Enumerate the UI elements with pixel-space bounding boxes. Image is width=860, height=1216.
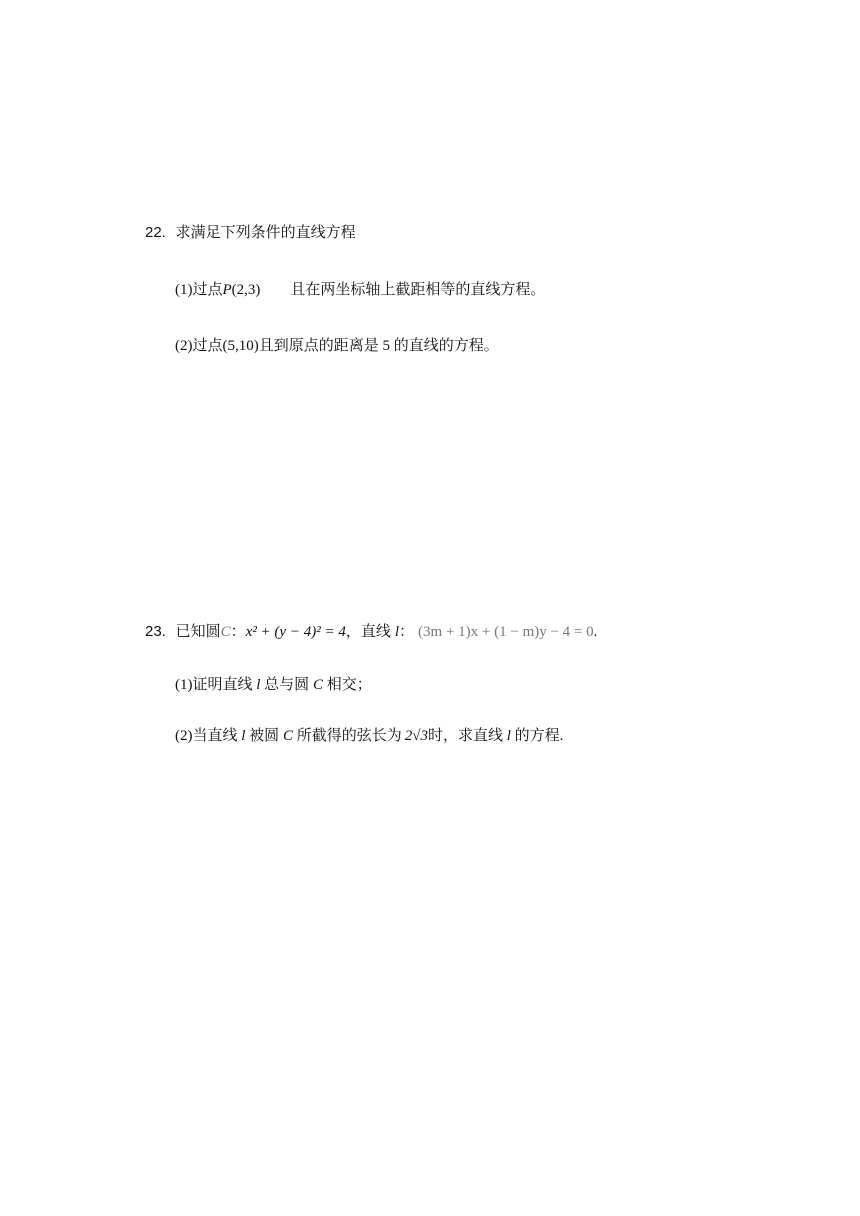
question-23-part-1 <box>175 675 372 695</box>
part-text: (1)证明直线 <box>175 677 253 693</box>
colon: ： <box>230 624 246 640</box>
circle-variable: C <box>312 677 323 693</box>
part-label: (1)过点 <box>175 282 223 298</box>
line-variable: l <box>256 677 261 693</box>
part-text: 所截得的弦长为 <box>296 728 402 744</box>
line-variable: l <box>506 728 511 744</box>
part-text: 的方程. <box>514 728 564 744</box>
part-text: 相交； <box>326 677 372 693</box>
circle-variable: C <box>220 624 231 640</box>
colon: ： <box>399 624 415 640</box>
question-number: 22. <box>145 224 166 241</box>
question-23-part-2 <box>175 726 563 746</box>
part-text: 被圆 <box>249 728 280 744</box>
end-period: . <box>593 624 598 640</box>
part-text: 总与圆 <box>264 677 310 693</box>
part-text: 时，求直线 <box>427 728 503 744</box>
question-text-mid: ，直线 <box>345 624 391 640</box>
point-variable: P <box>222 282 232 298</box>
circle-equation: x² + (y − 4)² = 4 <box>245 624 346 640</box>
part-text: 且在两坐标轴上截距相等的直线方程。 <box>290 282 546 298</box>
chord-length: 2√3 <box>404 728 428 744</box>
line-equation: (3m + 1)x + (1 − m)y − 4 = 0 <box>418 624 594 640</box>
question-number: 23. <box>145 623 166 640</box>
question-text: 求满足下列条件的直线方程 <box>175 225 356 241</box>
question-22-stem <box>145 223 356 243</box>
line-variable: l <box>241 728 246 744</box>
question-23-stem <box>145 622 597 642</box>
question-22-part-1 <box>175 280 545 300</box>
question-text-prefix: 已知圆 <box>175 624 221 640</box>
point-coordinates: (2,3) <box>231 282 261 298</box>
part-text: (2)当直线 <box>175 728 238 744</box>
question-22-part-2 <box>175 336 499 356</box>
line-variable: l <box>394 624 400 640</box>
part-text: (2)过点(5,10)且到原点的距离是 5 的直线的方程。 <box>175 338 499 354</box>
circle-variable: C <box>282 728 293 744</box>
